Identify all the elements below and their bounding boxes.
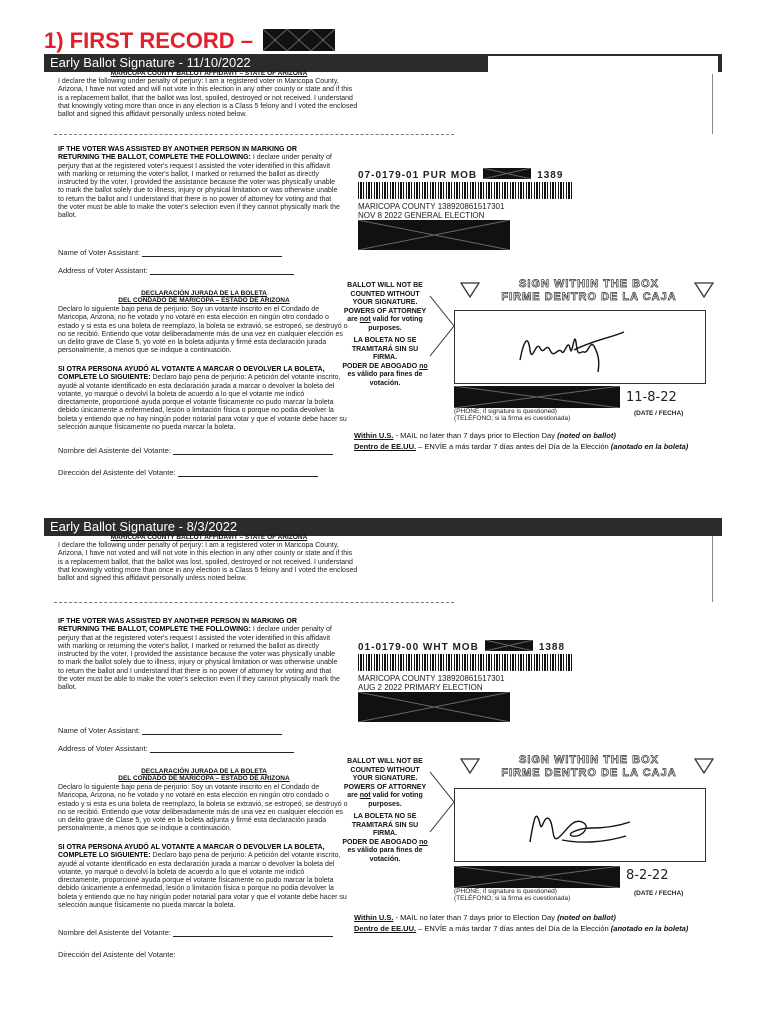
- voter-signature: [522, 798, 642, 854]
- warning-no-signature: BALLOT WILL NOT BE COUNTED WITHOUT YOUR SIGNATURE.: [347, 282, 423, 306]
- heading-text: 1) FIRST RECORD –: [44, 28, 254, 53]
- warning-es-poder: [340, 839, 430, 865]
- warning-es-poder-pre: PODER DE ABOGADO: [342, 838, 420, 846]
- redacted-phone-number: [454, 866, 620, 888]
- affidavit-text: I declare the following under penalty of perjury: I am a registered voter in Maricopa County, Arizona, I have not voted and will not vote in this election in any other county or state and if this is a replacement ballot, that the ballot was lost, spoiled, destroyed or not received. I understand that knowingly voting more than once in any election is a Class 5 felony and I voted the enclosed ballot and signed this affidavit personally unless noted below.: [58, 78, 358, 119]
- mail-instructions: [354, 430, 688, 452]
- redacted-name-block: [263, 29, 335, 51]
- voter-signature: [514, 320, 634, 376]
- es-assistant-name-line: [173, 928, 333, 937]
- warning-es-no-signature: LA BOLETA NO SE TRAMITARÁ SIN SU FIRMA.: [351, 337, 419, 361]
- warning-es-no-signature: LA BOLETA NO SE TRAMITARÁ SIN SU FIRMA.: [351, 813, 419, 837]
- assistance-section: [58, 618, 340, 693]
- es-assistance-section: [58, 366, 348, 432]
- sign-label-es: FIRME DENTRO DE LA CAJA: [501, 291, 677, 303]
- mail-es-note: (anotado en la boleta): [610, 442, 689, 451]
- envelope-edge: [712, 74, 713, 134]
- ballot-election-name: AUG 2 2022 PRIMARY ELECTION: [358, 683, 483, 692]
- warning-es-poder-no: no: [419, 362, 428, 370]
- assistance-heading: IF THE VOTER WAS ASSISTED BY ANOTHER PERSON IN MARKING OR RETURNING THE BALLOT, COMPLETE THE FOLLOWING:: [58, 146, 297, 162]
- es-assistant-address-row: [58, 950, 176, 959]
- es-assistance-text: Declaro bajo pena de perjurio: A petición del votante inscrito, ayudé al votante identificado en esta declaración jurada a marcar o devolver la boleta del votante, yo marqué o devolví la boleta de acuerdo a lo que el votante me indicó directamente, proporcioné ayuda porque el votante físicamente no pudo marcar la boleta debido únicamente a enfermedad, lesión o limitación física o porque no podia devolver la boleta y entiendo que no hay ningún poder notarial para votar y que el votante debe hacer su selección aunque físicamente no pueda marcar la boleta.: [58, 374, 347, 432]
- date-label: (DATE / FECHA): [634, 410, 684, 417]
- divider: [54, 134, 454, 135]
- phone-label-es: (TELÉFONO; si la firma es cuestionada): [454, 415, 571, 422]
- warning-es-poder-post: es válido para fines de votación.: [347, 371, 423, 387]
- warning-no-signature: BALLOT WILL NOT BE COUNTED WITHOUT YOUR SIGNATURE.: [347, 758, 423, 782]
- warning-es-poder-pre: PODER DE ABOGADO: [342, 362, 420, 370]
- warning-power-of-attorney: [340, 784, 430, 810]
- mail-en-within-us: Within U.S.: [354, 913, 394, 922]
- signature-warning: [340, 282, 430, 388]
- es-assistant-name-label: Nombre del Asistente del Votante:: [58, 446, 171, 455]
- triangle-down-icon: [694, 758, 714, 774]
- es-assistant-name-row: [58, 446, 333, 455]
- redacted-voter-info: [358, 220, 510, 250]
- mail-es-text: – ENVÍE a más tardar 7 días antes del Día de la Elección: [416, 442, 611, 451]
- phone-label: [454, 408, 570, 422]
- ballot-code-text: 07-0179-01 PUR MOB: [358, 170, 478, 181]
- mail-instruction-en: [354, 430, 688, 441]
- warning-poa-post: valid for voting purposes.: [368, 792, 423, 808]
- es-assistant-address-row: [58, 468, 318, 477]
- ballot-record-2: [44, 518, 722, 970]
- ballot-code-suffix: 1389: [537, 170, 564, 181]
- es-affidavit-text: Declaro lo siguiente bajo pena de perjurio: Soy un votante inscrito en el Condado de Maricopa, Arizona, no he votado y no votaré en esta elección en ningún otro condado o estado y si esta es una boleta de reemplazo, la boleta se extravió, se estropeó, se destruyó o no se recibió. Entiendo que votar deliberadamente más de una vez en cualquier elección es un delito grave de Clase 5, yo voté en la boleta adjunta y firmé esta declaración jurada personalmente, a menos que se indique a continuación.: [58, 306, 348, 355]
- assistance-section: [58, 146, 340, 221]
- es-assistant-name-line: [173, 446, 333, 455]
- signature-warning: [340, 758, 430, 864]
- mail-es-dentro: Dentro de EE.UU.: [354, 924, 417, 933]
- phone-label: [454, 888, 570, 902]
- warning-es-poder-post: es válido para fines de votación.: [347, 847, 423, 863]
- divider: [54, 602, 454, 603]
- redacted-code-block: [485, 640, 533, 651]
- es-assistant-address-label: Dirección del Asistente del Votante:: [58, 950, 176, 959]
- mail-es-note: (anotado en la boleta): [610, 924, 689, 933]
- voter-assistant-name-row: [58, 726, 282, 735]
- triangle-down-icon: [694, 282, 714, 298]
- warning-es-poder-no: no: [419, 838, 428, 846]
- es-assistance-heading: SI OTRA PERSONA AYUDÓ AL VOTANTE A MARCAR O DEVOLVER LA BOLETA, COMPLETE LO SIGUIENTE:: [58, 366, 325, 382]
- ballot-county-id: MARICOPA COUNTY 138920861517301: [358, 674, 505, 683]
- assistance-text: I declare under penalty of perjury that at the registered voter's request I assisted the voter identified in this affidavit with marking or returning the voter's ballot, I marked or returned the ballot as directly instructed by the voter, I provided the assistance because the voter was physically unable to mark the ballot solely due to illness, injury or physical limitation or was otherwise unable to return the ballot and I understand that there is no power of attorney for voting and that the voter must be able to make the voter's selection even if they cannot physically mark the ballot.: [58, 154, 340, 220]
- es-assistant-address-line: [178, 468, 318, 477]
- phone-label-es: (TELÉFONO; si la firma es cuestionada): [454, 895, 571, 902]
- ballot-record-1: [44, 54, 722, 506]
- phone-label-en: (PHONE; if signature is questioned): [454, 888, 557, 895]
- ballot-code-suffix: 1388: [538, 642, 566, 653]
- ballot-code: [358, 640, 565, 653]
- ballot-barcode: [358, 182, 574, 199]
- redacted-code-block: [483, 168, 531, 179]
- record-title: Early Ballot Signature - 8/3/2022: [50, 519, 238, 534]
- bracket-arrow: [428, 294, 456, 358]
- signature-date: 8-2-22: [626, 868, 669, 883]
- sign-label-en: SIGN WITHIN THE BOX: [519, 278, 659, 290]
- warning-poa-pre: POWERS OF ATTORNEY are: [343, 307, 427, 323]
- mail-en-text: - MAIL no later than 7 days prior to Election Day: [393, 913, 558, 922]
- voter-assistant-address-label: Address of Voter Assistant:: [58, 266, 148, 275]
- ballot-code-text: 01-0179-00 WHT MOB: [358, 642, 479, 653]
- warning-poa-not: not: [359, 316, 371, 323]
- date-label: (DATE / FECHA): [634, 890, 684, 897]
- signature-date: 11-8-22: [626, 390, 677, 405]
- sign-label-es: FIRME DENTRO DE LA CAJA: [501, 767, 677, 779]
- phone-label-en: (PHONE; if signature is questioned): [454, 408, 557, 415]
- sign-within-box-label: [474, 754, 704, 780]
- warning-power-of-attorney: [340, 308, 430, 334]
- ballot-envelope-scan: [44, 536, 722, 970]
- es-assistant-address-label: Dirección del Asistente del Votante:: [58, 468, 176, 477]
- redacted-voter-info: [358, 692, 510, 722]
- mail-es-text: – ENVÍE a más tardar 7 días antes del Día de la Elección: [416, 924, 611, 933]
- es-affidavit-header-2: DEL CONDADO DE MARICOPA – ESTADO DE ARIZONA: [118, 297, 290, 304]
- voter-assistant-name-label: Name of Voter Assistant:: [58, 726, 141, 735]
- ballot-barcode: [358, 654, 574, 671]
- voter-assistant-name-row: [58, 248, 282, 257]
- warning-poa-pre: POWERS OF ATTORNEY are: [343, 783, 427, 799]
- redacted-phone-number: [454, 386, 620, 408]
- voter-assistant-name-line: [142, 248, 282, 257]
- es-assistance-section: [58, 844, 348, 910]
- voter-assistant-address-line: [150, 266, 294, 275]
- mail-instruction-en: [354, 912, 688, 923]
- affidavit-header: MARICOPA COUNTY BALLOT AFFIDAVIT – STATE OF ARIZONA: [110, 534, 308, 541]
- voter-assistant-address-row: [58, 266, 294, 275]
- ballot-county-id: MARICOPA COUNTY 138920861517301: [358, 202, 505, 211]
- warning-poa-not: not: [359, 792, 371, 799]
- es-assistant-name-label: Nombre del Asistente del Votante:: [58, 928, 171, 937]
- mail-instruction-es: [354, 923, 688, 934]
- affidavit-header: MARICOPA COUNTY BALLOT AFFIDAVIT – STATE OF ARIZONA: [110, 70, 308, 77]
- voter-assistant-address-label: Address of Voter Assistant:: [58, 744, 148, 753]
- voter-assistant-address-line: [150, 744, 294, 753]
- page-heading: [44, 28, 335, 54]
- mail-en-note: (noted on ballot): [557, 431, 616, 440]
- mail-en-text: - MAIL no later than 7 days prior to Election Day: [393, 431, 558, 440]
- es-affidavit-header-1: DECLARACIÓN JURADA DE LA BOLETA: [141, 290, 267, 297]
- es-affidavit-header-2: DEL CONDADO DE MARICOPA – ESTADO DE ARIZONA: [118, 775, 290, 782]
- voter-assistant-name-line: [142, 726, 282, 735]
- es-assistance-heading: SI OTRA PERSONA AYUDÓ AL VOTANTE A MARCAR O DEVOLVER LA BOLETA, COMPLETE LO SIGUIENTE:: [58, 844, 325, 860]
- bracket-arrow: [428, 770, 456, 834]
- es-assistant-name-row: [58, 928, 333, 937]
- sign-label-en: SIGN WITHIN THE BOX: [519, 754, 659, 766]
- mail-instructions: [354, 912, 688, 934]
- voter-assistant-address-row: [58, 744, 294, 753]
- title-bar-blank-area: [488, 56, 718, 72]
- envelope-edge: [712, 536, 713, 602]
- ballot-election-name: NOV 8 2022 GENERAL ELECTION: [358, 211, 485, 220]
- mail-en-note: (noted on ballot): [557, 913, 616, 922]
- assistance-text: I declare under penalty of perjury that at the registered voter's request I assisted the voter identified in this affidavit with marking or returning the voter's ballot, I marked or returned the ballot as directly instructed by the voter, I provided the assistance because the voter was physically unable to mark the ballot solely due to illness, injury or physical limitation or was otherwise unable to return the ballot and I understand that there is no power of attorney for voting and that the voter must be able to make the voter's selection even if they cannot physically mark the ballot.: [58, 626, 340, 692]
- ballot-envelope-scan: [44, 72, 722, 506]
- es-affidavit-text: Declaro lo siguiente bajo pena de perjurio: Soy un votante inscrito en el Condado de Maricopa, Arizona, no he votado y no votaré en esta elección en ningún otro condado o estado y si esta es una boleta de reemplazo, la boleta se extravió, se estropeó, se destruyó o no se recibió. Entiendo que votar deliberadamente más de una vez en cualquier elección es un delito grave de Clase 5, yo voté en la boleta adjunta y firmé esta declaración jurada personalmente, a menos que se indique a continuación.: [58, 784, 348, 833]
- record-title: Early Ballot Signature - 11/10/2022: [50, 55, 251, 70]
- mail-instruction-es: [354, 441, 688, 452]
- mail-es-dentro: Dentro de EE.UU.: [354, 442, 417, 451]
- voter-assistant-name-label: Name of Voter Assistant:: [58, 248, 141, 257]
- ballot-code: [358, 168, 563, 181]
- es-assistance-text: Declaro bajo pena de perjurio: A petición del votante inscrito, ayudé al votante identificado en esta declaración jurada a marcar o devolver la boleta del votante, yo marqué o devolví la boleta de acuerdo a lo que el votante me indicó directamente, proporcioné ayuda porque el votante físicamente no pudo marcar la boleta debido únicamente a enfermedad, lesión o limitación física o porque no podia devolver la boleta y entiendo que no hay ningún poder notarial para votar y que el votante debe hacer su selección aunque físicamente no pueda marcar la boleta.: [58, 852, 347, 910]
- warning-poa-post: valid for voting purposes.: [368, 316, 423, 332]
- es-affidavit-header-1: DECLARACIÓN JURADA DE LA BOLETA: [141, 768, 267, 775]
- warning-es-poder: [340, 363, 430, 389]
- mail-en-within-us: Within U.S.: [354, 431, 394, 440]
- sign-within-box-label: [474, 278, 704, 304]
- affidavit-text: I declare the following under penalty of perjury: I am a registered voter in Maricopa County, Arizona, I have not voted and will not vote in this election in any other county or state and if this is a replacement ballot, that the ballot was lost, spoiled, destroyed or not received. I understand that knowingly voting more than once in any election is a Class 5 felony and I voted the enclosed ballot and signed this affidavit personally unless noted below.: [58, 542, 358, 583]
- assistance-heading: IF THE VOTER WAS ASSISTED BY ANOTHER PERSON IN MARKING OR RETURNING THE BALLOT, COMPLETE THE FOLLOWING:: [58, 618, 297, 634]
